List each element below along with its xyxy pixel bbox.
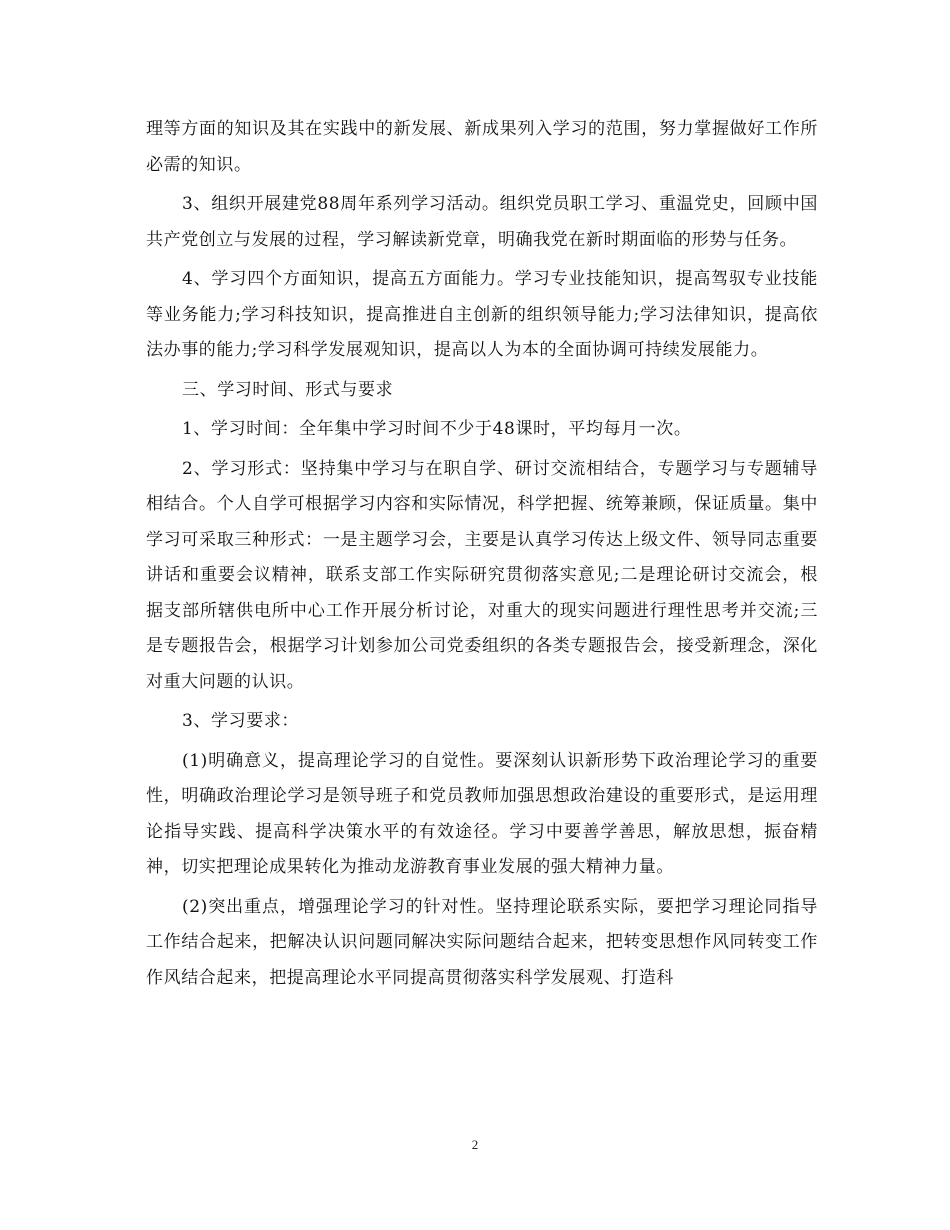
page-body: [146, 112, 818, 1000]
paragraph-study-requirements: 3、学习要求：: [182, 711, 300, 731]
paragraph-study-form: 2、学习形式：坚持集中学习与在职自学、研讨交流相结合，专题学习与专题辅导相结合。个人自学可根据学习内容和实际情况，科学把握、统筹兼顾，保证质量。集中学习可采取三种形式：一是主题学习会，主要是认真学习传达上级文件、领导同志重要讲话和重要会议精神，联系支部工作实际研究贯彻落实意见;二是理论研讨交流会，根据支部所辖供电所中心工作开展分析讨论，对重大的现实问题进行理性思考并交流;三是专题报告会，根据学习计划参加公司党委组织的各类专题报告会，接受新理念，深化对重大问题的认识。: [146, 458, 818, 692]
paragraph-study-time: 1、学习时间：全年集中学习时间不少于48课时，平均每月一次。: [182, 419, 692, 439]
paragraph-requirement-2: (2)突出重点，增强理论学习的针对性。坚持理论联系实际，要把学习理论同指导工作结合起来，把解决认识问题同解决实际问题结合起来，把转变思想作风同转变工作作风结合起来，把提高理论水平同提高贯彻落实科学发展观、打造科: [146, 896, 818, 988]
paragraph-item-3-anniversary: 3、组织开展建党88周年系列学习活动。组织党员职工学习、重温党史，回顾中国共产党创立与发展的过程，学习解读新党章，明确我党在新时期面临的形势与任务。: [146, 194, 818, 250]
page-number: 2: [471, 1137, 479, 1152]
section-heading-time-form-requirements: 三、学习时间、形式与要求: [182, 379, 394, 400]
paragraph-requirement-1: (1)明确意义，提高理论学习的自觉性。要深刻认识新形势下政治理论学习的重要性，明确政治理论学习是领导班子和党员教师加强思想政治建设的重要形式，是运用理论指导实践、提高科学决策水平的有效途径。学习中要善学善思，解放思想，振奋精神，切实把理论成果转化为推动龙游教育事业发展的强大精神力量。: [146, 750, 818, 877]
paragraph-continuation: 理等方面的知识及其在实践中的新发展、新成果列入学习的范围，努力掌握做好工作所必需的知识。: [146, 119, 818, 175]
paragraph-item-4-knowledge: 4、学习四个方面知识，提高五方面能力。学习专业技能知识，提高驾驭专业技能等业务能力;学习科技知识，提高推进自主创新的组织领导能力;学习法律知识，提高依法办事的能力;学习科学发展观知识，提高以人为本的全面协调可持续发展能力。: [146, 269, 818, 360]
